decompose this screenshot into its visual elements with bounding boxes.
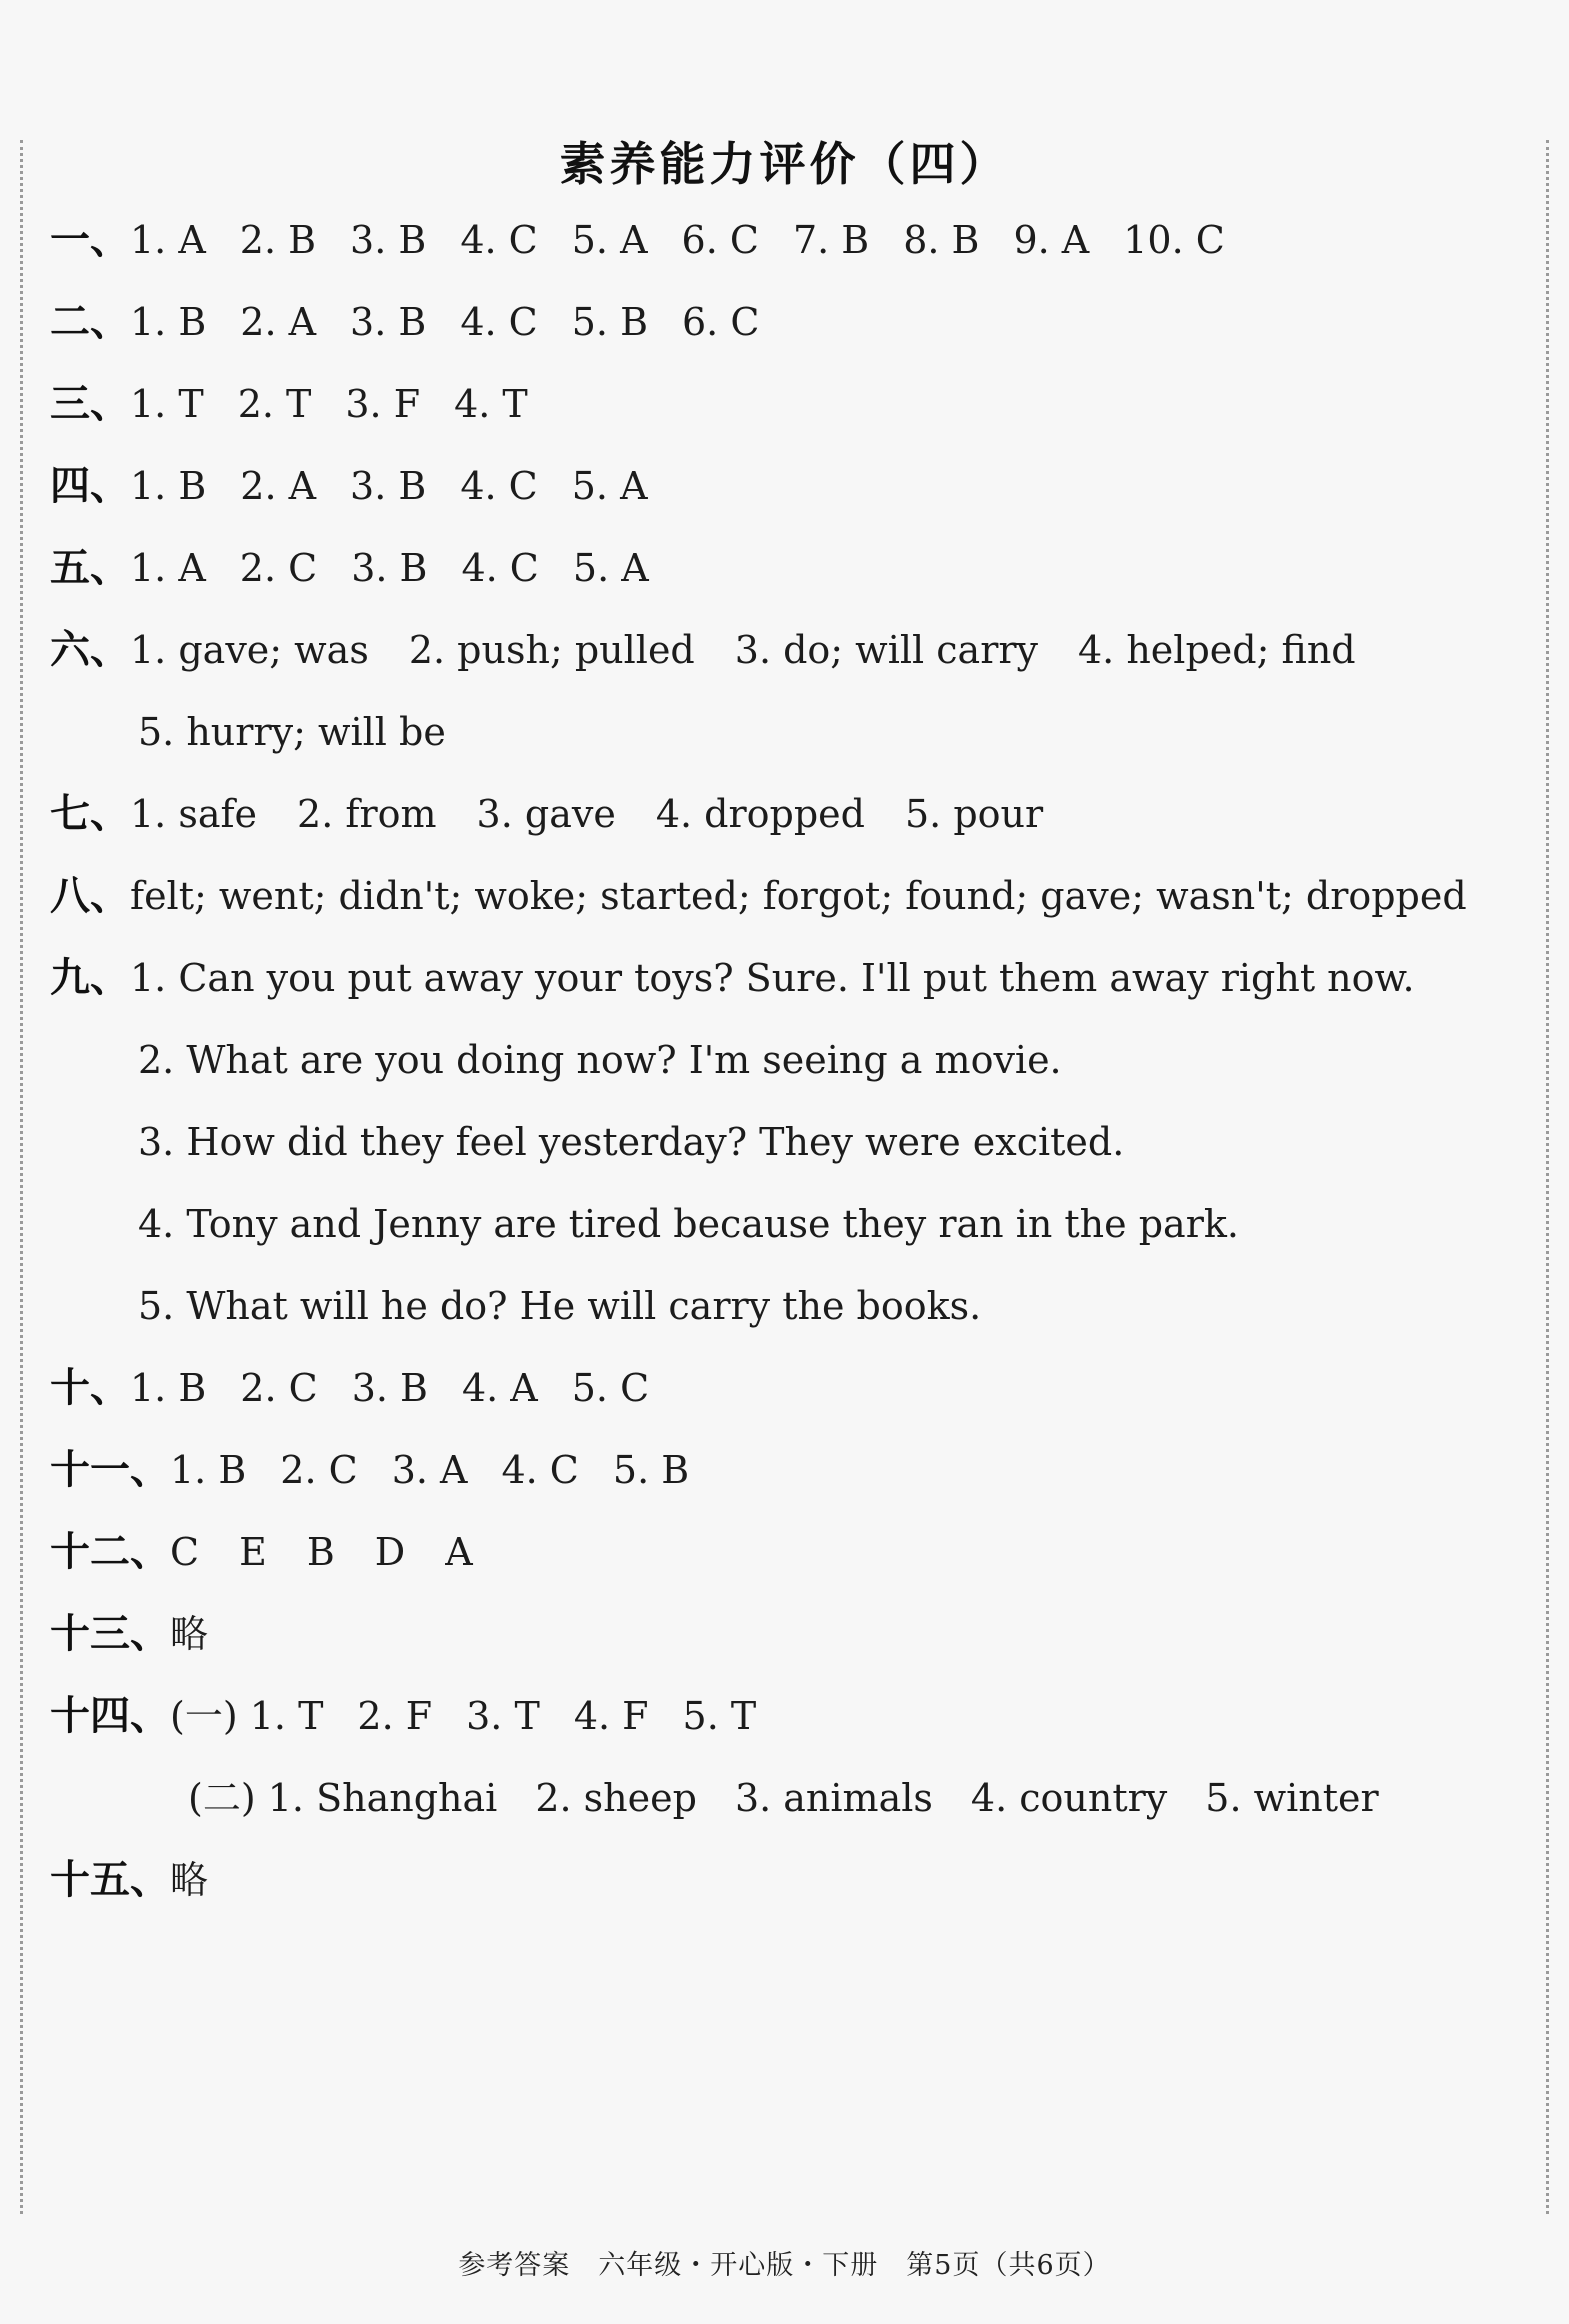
page-left-border [20, 140, 23, 2214]
answer-line [138, 702, 486, 762]
answer-line [50, 1604, 208, 1664]
section-number: 十三、 [50, 1611, 170, 1657]
answer-item: 10. C [1123, 218, 1225, 262]
section-number: 七、 [50, 791, 130, 837]
answer-item: 4. T [454, 382, 528, 426]
answer-item: 4. dropped [655, 792, 865, 836]
section-number: 五、 [50, 545, 130, 591]
answer-item: 4. A [461, 1366, 538, 1410]
answer-item: 5. B [612, 1448, 690, 1492]
answer-item: 4. country [970, 1776, 1168, 1820]
answer-item: 2. B [239, 218, 317, 262]
section-number: 十二、 [50, 1529, 170, 1575]
answer-item: 2. C [240, 1366, 318, 1410]
answer-line [50, 538, 683, 598]
answer-line [50, 1440, 723, 1500]
section-number: 十一、 [50, 1447, 170, 1493]
section-number: 六、 [50, 627, 130, 673]
answer-line [50, 1686, 790, 1746]
section-number: 四、 [50, 463, 130, 509]
section-number: 二、 [50, 299, 130, 345]
answer-item: 3. B [351, 1366, 428, 1410]
answer-item: 5. winter [1205, 1776, 1379, 1820]
answer-item: (一) 1. T [170, 1694, 324, 1738]
answer-item: 1. gave; was [130, 628, 369, 672]
answer-item: 5. B [571, 300, 648, 344]
answer-item: 5. hurry; will be [138, 710, 446, 754]
answer-line [188, 1768, 1417, 1828]
answer-item: 6. C [682, 300, 760, 344]
answer-item: 3. T [466, 1694, 540, 1738]
answer-item: 1. T [130, 382, 204, 426]
answer-item: 3. gave [476, 792, 616, 836]
answer-item: 3. do; will carry [734, 628, 1038, 672]
answer-item: 5. A [572, 546, 649, 590]
answer-item: 3. B [350, 464, 427, 508]
answer-item: 2. F [357, 1694, 433, 1738]
answer-item: D [374, 1530, 406, 1574]
answer-item: 3. A [391, 1448, 468, 1492]
answer-item: 5. A [571, 464, 648, 508]
answer-line [138, 1194, 1239, 1254]
answer-line [50, 456, 682, 516]
answer-item: 2. A [240, 464, 317, 508]
answer-line [50, 784, 1083, 844]
answer-item: 4. C [460, 464, 538, 508]
answer-item: 4. C [460, 218, 538, 262]
answer-line [50, 1358, 683, 1418]
page-right-border [1546, 140, 1549, 2214]
answer-item: 1. A [130, 218, 206, 262]
answer-line [138, 1276, 981, 1336]
answer-item: A [445, 1530, 473, 1574]
answer-item: 2. push; pulled [408, 628, 695, 672]
answer-line [138, 1112, 1124, 1172]
answer-item: 4. helped; find [1078, 628, 1356, 672]
answer-item: 1. B [170, 1448, 247, 1492]
answer-item: 2. A [240, 300, 317, 344]
answer-line [50, 210, 1259, 270]
answer-line [50, 292, 793, 352]
answer-item: 2. from [297, 792, 437, 836]
answer-item: 9. A [1013, 218, 1090, 262]
answer-item: 8. B [903, 218, 980, 262]
answer-item: 2. C [239, 546, 318, 590]
answer-item: 1. B [130, 1366, 207, 1410]
answer-item: 7. B [792, 218, 870, 262]
answer-item: 1. Can you put away your toys? Sure. I'll put them away right now. [130, 956, 1415, 1000]
answer-item: 4. C [501, 1448, 579, 1492]
answer-item: 2. C [280, 1448, 358, 1492]
answer-line [50, 620, 1396, 680]
answer-line [50, 374, 562, 434]
answer-item: 2. T [237, 382, 312, 426]
answer-line [138, 1030, 1062, 1090]
answer-item: 1. B [130, 300, 207, 344]
answer-item: 2. What are you doing now? I'm seeing a movie. [138, 1038, 1062, 1082]
section-number: 九、 [50, 955, 130, 1001]
answer-item: 略 [170, 1858, 209, 1902]
section-number: 八、 [50, 873, 130, 919]
section-number: 一、 [50, 217, 130, 263]
answer-item: 3. B [350, 300, 427, 344]
answer-item: 4. C [461, 546, 539, 590]
answer-item: 4. Tony and Jenny are tired because they ran in the park. [138, 1202, 1239, 1246]
answer-item: 1. A [130, 546, 206, 590]
answer-item: 5. What will he do? He will carry the books. [138, 1284, 982, 1328]
section-number: 十五、 [50, 1857, 170, 1903]
answer-item: 3. B [351, 546, 428, 590]
answer-item: 略 [170, 1612, 209, 1656]
answer-line [50, 948, 1415, 1008]
section-number: 三、 [50, 381, 130, 427]
answer-item: (二) 1. Shanghai [188, 1776, 498, 1820]
answer-item: 3. F [345, 382, 421, 426]
answer-line [50, 1522, 513, 1582]
answer-item: 5. T [682, 1694, 757, 1738]
answer-item: 5. C [571, 1366, 650, 1410]
answer-item: felt; went; didn't; woke; started; forgot; found; gave; wasn't; dropped [130, 874, 1467, 918]
page-footer: 参考答案 六年级・开心版・下册 第5页（共6页） [458, 2250, 1111, 2281]
answer-item: 3. animals [734, 1776, 933, 1820]
page-title: 素养能力评价（四） [559, 137, 1010, 191]
answer-item: 1. safe [130, 792, 258, 836]
answer-item: 3. B [350, 218, 427, 262]
answer-item: 3. How did they feel yesterday? They were excited. [138, 1120, 1125, 1164]
answer-item: 5. A [571, 218, 648, 262]
answer-line [50, 866, 1467, 926]
answer-item: 2. sheep [535, 1776, 697, 1820]
answer-line [50, 1850, 208, 1910]
section-number: 十四、 [50, 1693, 170, 1739]
answer-item: 4. C [460, 300, 538, 344]
answer-item: E [239, 1530, 267, 1574]
answer-item: C [170, 1530, 200, 1574]
answer-item: B [306, 1530, 335, 1574]
answer-item: 5. pour [904, 792, 1044, 836]
answer-item: 4. F [573, 1694, 649, 1738]
answer-item: 6. C [681, 218, 759, 262]
section-number: 十、 [50, 1365, 130, 1411]
answer-item: 1. B [130, 464, 207, 508]
